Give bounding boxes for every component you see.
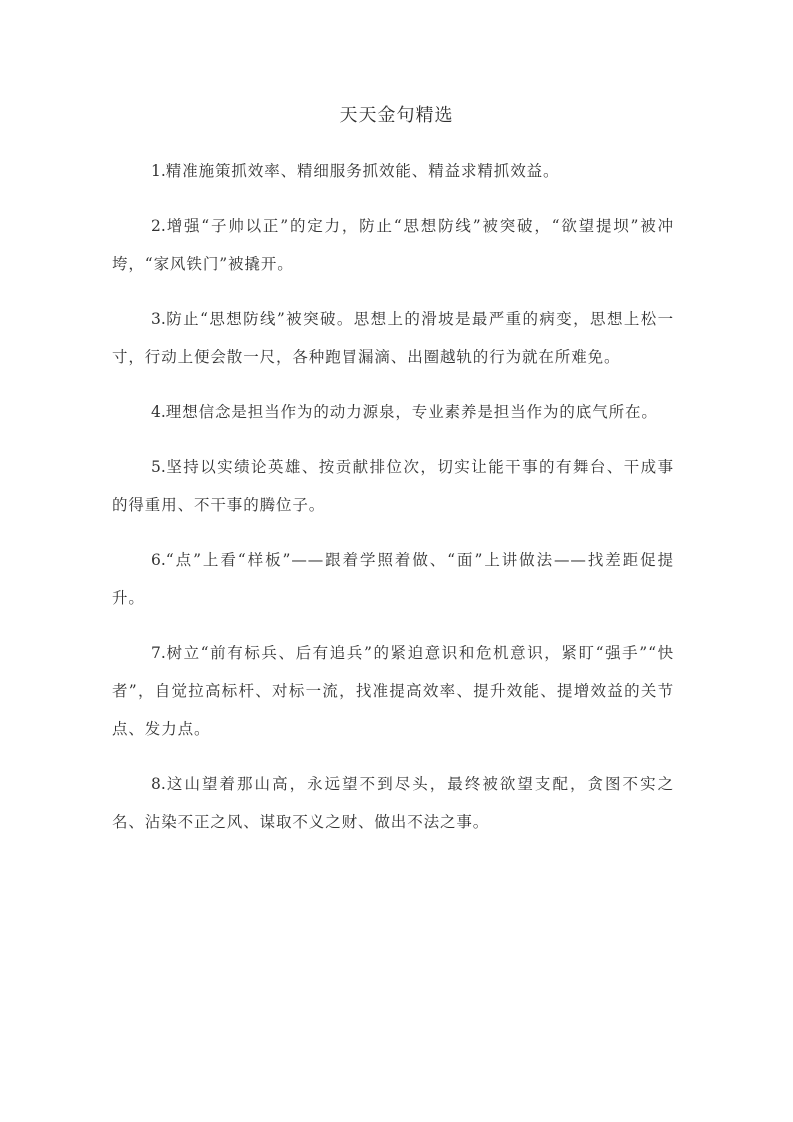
quote-item-4 xyxy=(112,393,674,431)
quote-number: 8. xyxy=(151,775,166,793)
quote-text: 树立“前有标兵、后有追兵”的紧迫意识和危机意识，紧盯“强手”“快者”，自觉拉高标杆、对标一流，找准提高效率、提升效能、提增效益的关节点、发力点。 xyxy=(112,644,674,738)
quote-number: 4. xyxy=(151,403,166,421)
quote-item-1 xyxy=(112,152,674,190)
quote-number: 6. xyxy=(151,551,166,569)
quote-text: 精准施策抓效率、精细服务抓效能、精益求精抓效益。 xyxy=(165,162,560,180)
quote-text: 理想信念是担当作为的动力源泉，专业素养是担当作为的底气所在。 xyxy=(165,403,658,421)
quote-item-2 xyxy=(112,207,674,283)
quote-text: 防止“思想防线”被突破。思想上的滑坡是最严重的病变，思想上松一寸，行动上便会散一尺，各种跑冒漏滴、出圈越轨的行为就在所难免。 xyxy=(112,310,674,366)
quote-text: 坚持以实绩论英雄、按贡献排位次，切实让能干事的有舞台、干成事的得重用、不干事的腾位子。 xyxy=(112,458,674,514)
document-title: 天天金句精选 xyxy=(339,105,454,126)
quote-item-8 xyxy=(112,765,674,841)
quote-item-6 xyxy=(112,541,674,617)
quote-text: “点”上看“样板”——跟着学照着做、“面”上讲做法——找差距促提升。 xyxy=(112,551,674,607)
quote-item-3 xyxy=(112,300,674,376)
quote-item-5 xyxy=(112,448,674,524)
quote-number: 2. xyxy=(151,217,166,235)
quote-text: 这山望着那山高，永远望不到尽头，最终被欲望支配，贪图不实之名、沾染不正之风、谋取不义之财、做出不法之事。 xyxy=(112,775,674,831)
quote-number: 3. xyxy=(151,310,166,328)
quote-text: 增强“子帅以正”的定力，防止“思想防线”被突破，“欲望提坝”被冲垮，“家风铁门”被撬开。 xyxy=(112,217,674,273)
quote-number: 1. xyxy=(151,162,166,180)
quote-number: 7. xyxy=(151,644,166,662)
quote-list xyxy=(112,152,674,858)
quote-item-7 xyxy=(112,634,674,748)
quote-number: 5. xyxy=(151,458,166,476)
